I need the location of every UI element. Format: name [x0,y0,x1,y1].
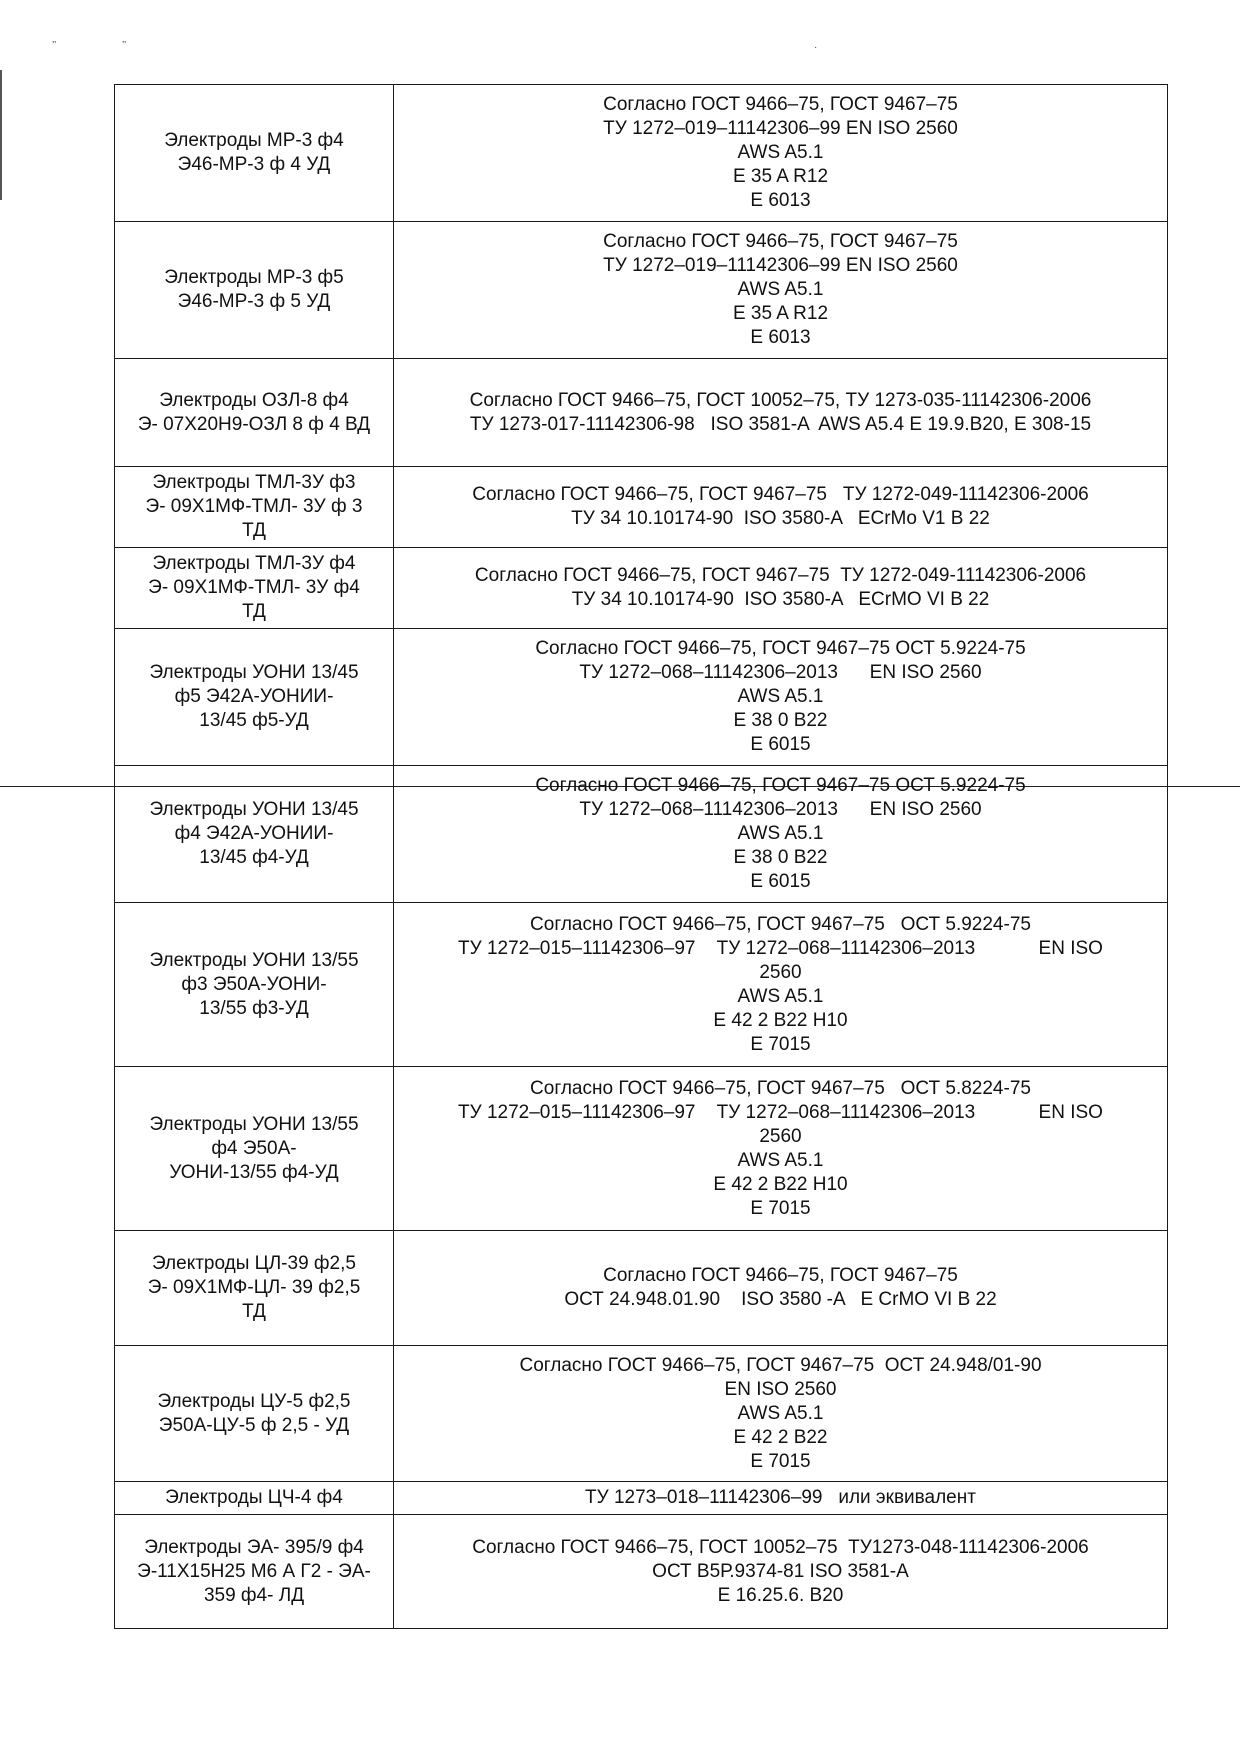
standards-line: Согласно ГОСТ 9466–75, ГОСТ 10052–75 ТУ1273-048-11142306-2006 [472,1536,1089,1558]
standards-line: E 42 2 B22 H10 [713,1009,848,1031]
standards-line: 2560 [759,1125,802,1147]
electrode-name-line: Электроды ТМЛ-3У ф4 [152,553,356,574]
standards-line: E 6013 [750,190,811,211]
standards-cell [394,359,1168,467]
electrode-name-cell [115,1231,394,1346]
standards-line: E 38 0 B22 [733,710,828,731]
standards-line: AWS A5.1 [737,823,824,844]
standards-line: Согласно ГОСТ 9466–75, ГОСТ 9467–75 ОСТ 5.9224-75 [530,913,1031,935]
standards-line: ТУ 1272–015–11142306–97 ТУ 1272–068–11142306–2013 EN ISO [458,937,1103,959]
standards-line: Согласно ГОСТ 9466–75, ГОСТ 9467–75 ТУ 1272-049-11142306-2006 [474,565,1087,586]
table-row [115,1482,1168,1515]
standards-line: Согласно ГОСТ 9466–75, ГОСТ 9467–75 ОСТ 5.9224-75 [535,638,1026,659]
table-row [115,766,1168,903]
table-row [115,467,1168,548]
standards-line: Согласно ГОСТ 9466–75, ГОСТ 9467–75 ОСТ 5.8224-75 [530,1077,1031,1099]
electrode-name-line: Э46-МР-3 ф 5 УД [177,291,331,312]
electrode-name-line: Э- 09Х1МФ-ТМЛ- 3У ф 3 [145,496,363,517]
table-row [115,1515,1168,1629]
electrode-name-cell [115,1067,394,1231]
electrode-name-line: Электроды ЦЛ-39 ф2,5 [152,1253,356,1274]
standards-line: E 7015 [750,1450,811,1472]
standards-line: E 6015 [750,871,811,892]
standards-line: AWS A5.1 [737,1402,824,1424]
electrode-name-line: УОНИ-13/55 ф4-УД [169,1161,339,1183]
standards-line: Согласно ГОСТ 9466–75, ГОСТ 10052–75, ТУ 1273-035-11142306-2006 [469,389,1092,411]
electrode-name-cell [115,903,394,1067]
electrode-name-line: Электроды УОНИ 13/45 [149,662,359,683]
electrode-name-line: Электроды УОНИ 13/45 [149,799,359,820]
standards-line: Согласно ГОСТ 9466–75, ГОСТ 9467–75 ТУ 1272-049-11142306-2006 [472,484,1089,505]
electrode-name-line: 13/55 ф3-УД [199,997,309,1019]
standards-line: ТУ 1272–019–11142306–99 EN ISO 2560 [603,118,958,139]
electrode-name-cell [115,548,394,629]
standards-cell [394,903,1168,1067]
electrode-name-line: Э46-МР-3 ф 4 УД [177,154,331,175]
electrode-name-line: Электроды ЦЧ-4 ф4 [165,1487,343,1508]
table-row [115,222,1168,359]
electrode-name-line: ф5 Э42А-УОНИИ- [174,686,334,707]
standards-line: E 7015 [750,1033,811,1055]
standards-line: E 7015 [750,1197,811,1219]
standards-line: ТУ 1272–068–11142306–2013 EN ISO 2560 [579,662,982,683]
electrode-name-line: Электроды УОНИ 13/55 [149,1113,359,1135]
electrode-name-line: Э-11Х15Н25 М6 А Г2 - ЭА- [137,1560,371,1582]
standards-cell [394,467,1168,548]
electrode-name-line: Электроды УОНИ 13/55 [149,949,359,971]
standards-line: AWS A5.1 [737,279,824,300]
electrode-name-line: Э- 07Х20Н9-ОЗЛ 8 ф 4 ВД [137,413,371,435]
standards-cell [394,1067,1168,1231]
electrode-name-line: 13/45 ф5-УД [199,710,309,731]
standards-line: ТУ 1273–018–11142306–99 или эквивалент [585,1487,976,1508]
electrode-name-line: Электроды МР-3 ф5 [164,267,344,288]
table-row [115,548,1168,629]
scan-mark-center: ’’ [122,40,127,51]
standards-line: E 6013 [750,327,811,348]
spec-table-body [115,85,1168,1629]
electrode-name-line: ф3 Э50А-УОНИ- [181,973,327,995]
table-row [115,1346,1168,1482]
electrode-name-line: Электроды ЦУ-5 ф2,5 [157,1390,351,1412]
electrode-name-cell [115,467,394,548]
standards-line: ОСТ В5Р.9374-81 ISO 3581-A [652,1560,909,1582]
electrode-name-line: Электроды МР-3 ф4 [164,130,344,151]
electrode-name-line: Э50А-ЦУ-5 ф 2,5 - УД [158,1414,350,1436]
electrode-name-line: 13/45 ф4-УД [199,847,309,868]
standards-line: ТУ 1273-017-11142306-98 ISO 3581-A AWS A5.4 E 19.9.B20, E 308-15 [469,413,1092,435]
standards-cell [394,1482,1168,1515]
standards-line: Согласно ГОСТ 9466–75, ГОСТ 9467–75 [603,231,958,252]
table-row [115,1067,1168,1231]
standards-line: E 42 2 B22 [733,1426,828,1448]
electrode-name-line: ТД [242,1301,266,1322]
standards-line: AWS A5.1 [737,686,824,707]
standards-cell [394,766,1168,903]
electrode-name-line: Электроды ЭА- 395/9 ф4 [144,1536,364,1558]
binding-edge-mark [0,70,8,200]
table-row [115,85,1168,222]
electrode-name-line: Э- 09Х1МФ-ТМЛ- 3У ф4 [148,577,360,598]
standards-line: E 6015 [750,734,811,755]
standards-line: ТУ 1272–068–11142306–2013 EN ISO 2560 [579,799,982,820]
electrode-name-line: ТД [242,520,266,541]
table-row [115,629,1168,766]
electrode-name-line: ТД [242,601,266,622]
electrode-name-line: 359 ф4- ЛД [203,1584,305,1606]
electrode-name-cell [115,1515,394,1629]
table-row [115,1231,1168,1346]
standards-line: Согласно ГОСТ 9466–75, ГОСТ 9467–75 [603,94,958,115]
electrode-spec-table [114,84,1168,1629]
standards-line: ТУ 1272–015–11142306–97 ТУ 1272–068–11142306–2013 EN ISO [458,1101,1103,1123]
electrode-name-cell [115,85,394,222]
electrode-name-line: ф4 Э50А- [211,1137,297,1159]
standards-line: Согласно ГОСТ 9466–75, ГОСТ 9467–75 ОСТ 5.9224-75 [535,775,1026,796]
standards-cell [394,1231,1168,1346]
standards-line: AWS A5.1 [737,142,824,163]
standards-line: E 38 0 B22 [733,847,828,868]
electrode-name-line: Электроды ОЗЛ-8 ф4 [159,389,349,411]
standards-cell [394,85,1168,222]
electrode-name-cell [115,766,394,903]
table-row [115,359,1168,467]
electrode-name-cell [115,1482,394,1515]
electrode-name-cell [115,359,394,467]
standards-line: E 16.25.6. B20 [717,1584,844,1606]
electrode-name-line: ф4 Э42А-УОНИИ- [174,823,334,844]
standards-cell [394,1515,1168,1629]
standards-line: ТУ 34 10.10174-90 ISO 3580-A ECrMO VI B 22 [571,589,990,610]
standards-cell [394,1346,1168,1482]
standards-line: Согласно ГОСТ 9466–75, ГОСТ 9467–75 [603,1265,958,1286]
scan-mark-right: · [814,42,818,53]
standards-cell [394,548,1168,629]
standards-line: ТУ 1272–019–11142306–99 EN ISO 2560 [603,255,958,276]
standards-line: ОСТ 24.948.01.90 ISO 3580 -A E CrMO VI B 22 [564,1289,997,1310]
table-row [115,903,1168,1067]
electrode-name-cell [115,222,394,359]
scan-mark-left: ’’ [52,40,57,51]
electrode-name-line: Электроды ТМЛ-3У ф3 [152,472,356,493]
electrode-name-cell [115,629,394,766]
standards-line: AWS A5.1 [737,1149,824,1171]
standards-line: 2560 [759,961,802,983]
standards-line: Согласно ГОСТ 9466–75, ГОСТ 9467–75 ОСТ 24.948/01-90 [519,1354,1042,1376]
standards-line: EN ISO 2560 [724,1378,837,1400]
electrode-name-cell [115,1346,394,1482]
standards-cell [394,222,1168,359]
standards-line: ТУ 34 10.10174-90 ISO 3580-A ECrMo V1 B 22 [571,508,990,529]
standards-line: E 42 2 B22 H10 [713,1173,848,1195]
electrode-name-line: Э- 09Х1МФ-ЦЛ- 39 ф2,5 [147,1277,361,1298]
standards-cell [394,629,1168,766]
standards-line: E 35 A R12 [732,166,829,187]
standards-line: E 35 A R12 [732,303,829,324]
standards-line: AWS A5.1 [737,985,824,1007]
